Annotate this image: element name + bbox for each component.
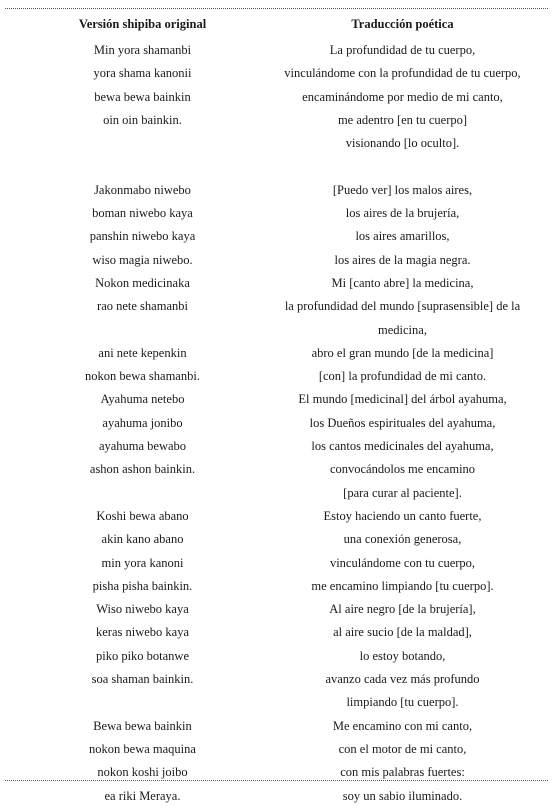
translation-line: limpiando [tu cuerpo]. <box>346 695 459 710</box>
header-original-version: Versión shipiba original <box>78 17 207 31</box>
table-row <box>0 578 553 601</box>
original-line: Nokon medicinaka <box>95 275 190 290</box>
table-row <box>0 415 553 438</box>
table-row <box>0 252 553 275</box>
top-dotted-rule <box>5 8 548 9</box>
table-row <box>0 42 553 65</box>
original-line: piko piko botanwe <box>95 648 190 663</box>
table-row <box>0 322 553 345</box>
translation-line: los aires de la magia negra. <box>334 252 471 267</box>
translation-line: convocándolos me encamino <box>329 462 476 477</box>
translation-line: los aires de la brujería, <box>345 206 460 221</box>
translation-line: [Puedo ver] los malos aires, <box>332 182 473 197</box>
table-row <box>0 135 553 158</box>
table-row <box>0 391 553 414</box>
table-row <box>0 205 553 228</box>
translation-line: avanzo cada vez más profundo <box>325 672 480 687</box>
translation-line: Mi [canto abre] la medicina, <box>331 275 474 290</box>
original-line: Ayahuma netebo <box>100 392 185 407</box>
original-line: yora shama kanonii <box>93 66 192 81</box>
translation-line: los Dueños espirituales del ayahuma, <box>309 415 496 430</box>
translation-line: me encamino limpiando [tu cuerpo]. <box>311 578 494 593</box>
translation-line: con mis palabras fuertes: <box>340 765 465 780</box>
table-row <box>0 485 553 508</box>
original-line: ani nete kepenkin <box>98 345 187 360</box>
original-line: Koshi bewa abano <box>96 508 189 523</box>
translation-line: Me encamino con mi canto, <box>332 718 473 733</box>
table-row <box>0 624 553 647</box>
translation-line: una conexión generosa, <box>343 532 462 547</box>
original-line: ea riki Meraya. <box>104 788 181 803</box>
translation-line: los aires amarillos, <box>355 229 450 244</box>
table-row <box>0 648 553 671</box>
original-line: ayahuma bewabo <box>98 439 187 454</box>
original-line: akin kano abano <box>101 532 184 547</box>
original-line: keras niwebo kaya <box>95 625 190 640</box>
original-line: Jakonmabo niwebo <box>94 182 191 197</box>
translation-line: vinculándome con la profundidad de tu cuerpo, <box>284 66 521 81</box>
table-row <box>0 764 553 787</box>
original-line: ashon ashon bainkin. <box>89 462 196 477</box>
table-body <box>0 42 553 811</box>
table-row <box>0 671 553 694</box>
table-row <box>0 65 553 88</box>
translation-line: Al aire negro [de la brujería], <box>329 602 476 617</box>
original-line: Min yora shamanbi <box>93 43 192 57</box>
translation-line: la profundidad del mundo [suprasensible] de la <box>284 299 521 314</box>
table-row <box>0 298 553 321</box>
table-row <box>0 89 553 112</box>
table-row <box>0 555 553 578</box>
table-row <box>0 345 553 368</box>
table-row <box>0 788 553 811</box>
translation-line: con el motor de mi canto, <box>338 741 467 756</box>
table-row <box>0 368 553 391</box>
header-poetic-translation: Traducción poética <box>351 17 454 31</box>
original-line: ayahuma jonibo <box>102 415 183 430</box>
table-header <box>0 17 553 39</box>
translation-line: visionando [lo oculto]. <box>345 136 460 151</box>
translation-line: El mundo [medicinal] del árbol ayahuma, <box>298 392 507 407</box>
translation-line: los cantos medicinales del ayahuma, <box>311 439 494 454</box>
bottom-dotted-rule <box>5 780 548 781</box>
original-line: boman niwebo kaya <box>92 206 193 221</box>
table-row <box>0 531 553 554</box>
translation-line: [con] la profundidad de mi canto. <box>318 369 487 384</box>
table-row <box>0 694 553 717</box>
original-line: Wiso niwebo kaya <box>96 602 189 617</box>
table-row <box>0 112 553 135</box>
table-row <box>0 718 553 741</box>
original-line: oin oin bainkin. <box>103 112 182 127</box>
table-row <box>0 228 553 251</box>
translation-line: La profundidad de tu cuerpo, <box>329 43 476 57</box>
table-row <box>0 182 553 205</box>
translation-line: medicina, <box>378 322 427 337</box>
original-line: nokon koshi joibo <box>97 765 188 780</box>
translation-line: al aire sucio [de la maldad], <box>333 625 472 640</box>
original-line: nokon bewa shamanbi. <box>85 369 200 384</box>
table-row <box>0 601 553 624</box>
table-row <box>0 275 553 298</box>
original-line: rao nete shamanbi <box>97 299 188 314</box>
original-line: pisha pisha bainkin. <box>92 578 193 593</box>
table-row <box>0 158 553 181</box>
table-row <box>0 438 553 461</box>
translation-line: [para curar al paciente]. <box>343 485 462 500</box>
translation-line: lo estoy botando, <box>359 648 446 663</box>
translation-line: abro el gran mundo [de la medicina] <box>311 345 494 360</box>
original-line: nokon bewa maquina <box>89 741 196 756</box>
table-row <box>0 741 553 764</box>
original-line: Bewa bewa bainkin <box>93 718 192 733</box>
original-line: min yora kanoni <box>101 555 184 570</box>
original-line: wiso magia niwebo. <box>92 252 193 267</box>
table-row <box>0 508 553 531</box>
table-row <box>0 461 553 484</box>
original-line: bewa bewa bainkin <box>94 89 191 104</box>
original-line: panshin niwebo kaya <box>89 229 196 244</box>
original-line: soa shaman bainkin. <box>91 672 194 687</box>
translation-line: vinculándome con tu cuerpo, <box>329 555 476 570</box>
translation-line: Estoy haciendo un canto fuerte, <box>323 508 482 523</box>
translation-line: me adentro [en tu cuerpo] <box>337 112 468 127</box>
translation-line: soy un sabio iluminado. <box>342 788 463 803</box>
translation-line: encaminándome por medio de mi canto, <box>302 89 503 104</box>
